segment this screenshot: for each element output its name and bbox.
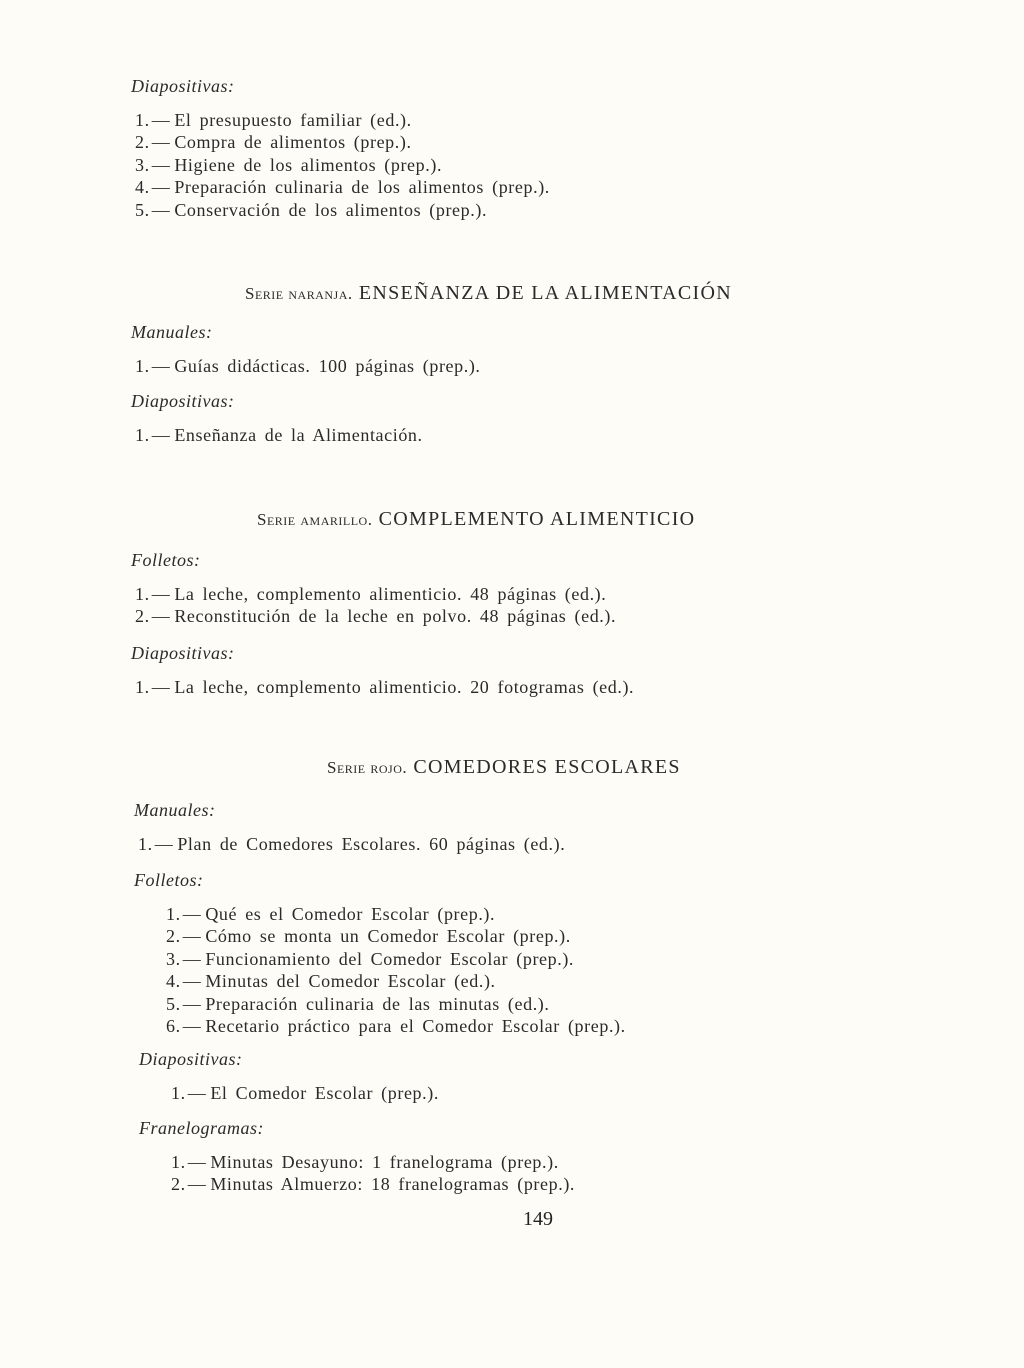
- item-list: [171, 1082, 439, 1104]
- list-item: 2. — Reconstitución de la leche en polvo. 48 páginas (ed.).: [135, 606, 617, 627]
- list-item: 2. — Minutas Almuerzo: 18 franelogramas (prep.).: [171, 1174, 576, 1195]
- group-diapositivas-amarillo: [131, 643, 634, 698]
- group-diapositivas-1: [131, 76, 550, 221]
- list-item: 2. — Cómo se monta un Comedor Escolar (prep.).: [166, 926, 571, 947]
- serie-amarillo-heading: Serie amarillo. COMPLEMENTO ALIMENTICIO: [257, 508, 696, 530]
- group-label: Diapositivas:: [131, 391, 235, 411]
- list-item: 4. — Preparación culinaria de los alimentos (prep.).: [135, 177, 550, 198]
- group-manuales-rojo: [134, 800, 565, 855]
- item-list: [135, 355, 481, 377]
- item-list: [166, 903, 626, 1037]
- group-folletos-amarillo: [131, 550, 616, 628]
- group-diapositivas-naranja: [131, 391, 423, 446]
- item-list: [135, 676, 634, 698]
- group-folletos-rojo: [134, 870, 626, 1037]
- group-label: Folletos:: [131, 550, 201, 570]
- list-item: 1. — Qué es el Comedor Escolar (prep.).: [166, 904, 496, 924]
- list-item: 1. — El presupuesto familiar (ed.).: [135, 110, 412, 130]
- list-item: 2. — Compra de alimentos (prep.).: [135, 132, 412, 153]
- page-number: 149: [523, 1208, 553, 1230]
- serie-naranja-heading: Serie naranja. ENSEÑANZA DE LA ALIMENTACIÓN: [245, 282, 732, 304]
- item-list: [135, 109, 550, 221]
- list-item: 1. — La leche, complemento alimenticio. 20 fotogramas (ed.).: [135, 677, 635, 697]
- list-item: 1. — Minutas Desayuno: 1 franelograma (prep.).: [171, 1152, 559, 1172]
- item-list: [171, 1151, 575, 1196]
- list-item: 6. — Recetario práctico para el Comedor Escolar (prep.).: [166, 1016, 626, 1037]
- group-label: Diapositivas:: [139, 1049, 243, 1069]
- group-label: Diapositivas:: [131, 76, 235, 96]
- group-label: Folletos:: [134, 870, 204, 890]
- list-item: 1. — Guías didácticas. 100 páginas (prep.).: [135, 356, 481, 376]
- item-list: [135, 424, 423, 446]
- item-list: [138, 833, 565, 855]
- group-diapositivas-rojo: [139, 1049, 439, 1104]
- group-franelogramas-rojo: [139, 1118, 575, 1196]
- group-label: Diapositivas:: [131, 643, 235, 663]
- group-label: Manuales:: [134, 800, 216, 820]
- list-item: 1. — La leche, complemento alimenticio. 48 páginas (ed.).: [135, 584, 607, 604]
- group-label: Franelogramas:: [139, 1118, 264, 1138]
- list-item: 1. — Plan de Comedores Escolares. 60 páginas (ed.).: [138, 834, 566, 854]
- list-item: 5. — Preparación culinaria de las minutas (ed.).: [166, 993, 550, 1014]
- list-item: 5. — Conservación de los alimentos (prep.).: [135, 199, 488, 220]
- group-manuales-naranja: [131, 322, 481, 377]
- list-item: 1. — El Comedor Escolar (prep.).: [171, 1083, 439, 1103]
- item-list: [135, 583, 616, 628]
- list-item: 4. — Minutas del Comedor Escolar (ed.).: [166, 971, 496, 992]
- serie-rojo-heading: Serie rojo. COMEDORES ESCOLARES: [327, 756, 681, 778]
- list-item: 3. — Funcionamiento del Comedor Escolar (prep.).: [166, 948, 575, 969]
- list-item: 1. — Enseñanza de la Alimentación.: [135, 425, 423, 445]
- list-item: 3. — Higiene de los alimentos (prep.).: [135, 154, 443, 175]
- group-label: Manuales:: [131, 322, 213, 342]
